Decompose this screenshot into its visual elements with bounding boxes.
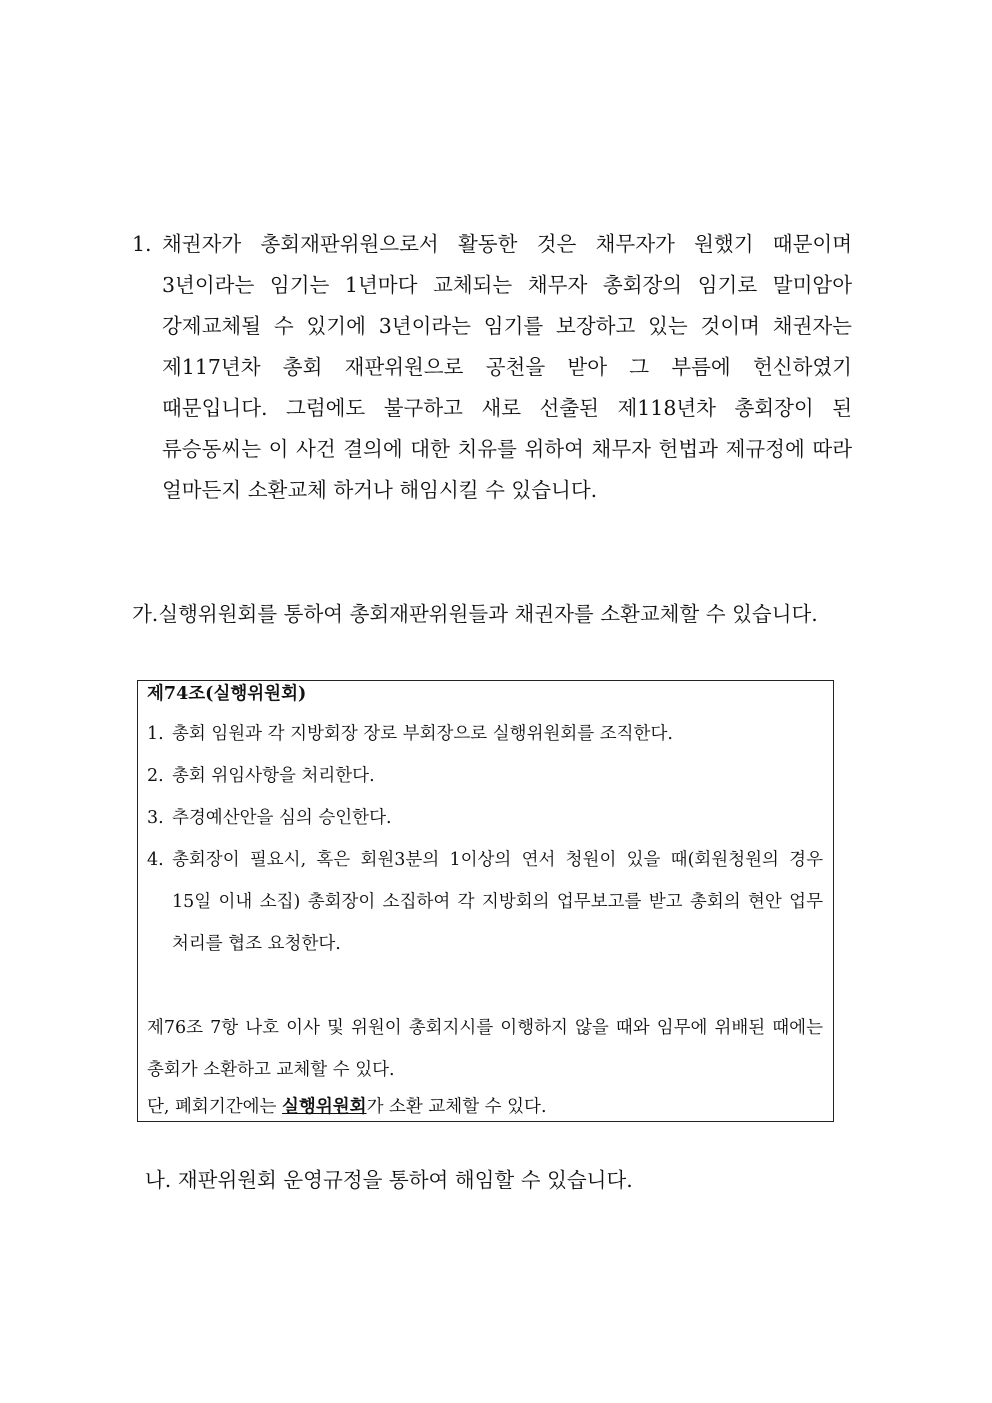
- article-76-rule: 제76조 7항 나호 이사 및 위원이 총회지시를 이행하지 않을 때와 임무에 위배된 때에는 총회가 소환하고 교체할 수 있다.: [147, 1018, 823, 1080]
- article-74-item-4-number: 4.: [147, 850, 164, 870]
- proviso-before: 단, 폐회기간에는: [147, 1097, 283, 1117]
- article-74-item-4-text: 총회장이 필요시, 혹은 회원3분의 1이상의 연서 청원이 있을 때(회원청원의 경우 15일 이내 소집) 총회장이 소집하여 각 지방회의 업무보고를 받고 총회의 현안 업무 처리를 협조 요청한다.: [172, 850, 823, 954]
- proviso-line: [147, 1093, 547, 1121]
- item-1-text: 채권자가 총회재판위원으로서 활동한 것은 채무자가 원했기 때문이며 3년이라는 임기는 1년마다 교체되는 채무자 총회장의 임기로 말미암아 강제교체될 수 있기에 3년이라는 임기를 보장하고 있는 것이며 채권자는 제117년차 총회 재판위원으로 공천을 받아 그 부름에 헌신하였기 때문입니다. 그럼에도 불구하고 새로 선출된 제118년차 총회장이 된 류승동씨는 이 사건 결의에 대한 치유를 위하여 채무자 헌법과 제규정에 따라 얼마든지 소환교체 하거나 해임시킬 수 있습니다.: [162, 232, 852, 502]
- article-74-item-1: [147, 713, 823, 755]
- proviso-after: 가 소환 교체할 수 있다.: [366, 1097, 547, 1117]
- article-74-item-2-number: 2.: [147, 766, 164, 786]
- paragraph-item-ga: 가.실행위원회를 통하여 총회재판위원들과 채권자를 소환교체할 수 있습니다.: [132, 602, 818, 626]
- article-74-item-1-number: 1.: [147, 724, 164, 744]
- article-74-item-2: [147, 755, 823, 797]
- paragraph-item-1: [132, 224, 852, 511]
- article-74-item-4: [147, 839, 823, 965]
- article-74-item-3-text: 추경예산안을 심의 승인한다.: [172, 808, 392, 828]
- article-74-title: 제74조(실행위원회): [147, 684, 307, 704]
- article-74-item-2-text: 총회 위임사항을 처리한다.: [172, 766, 375, 786]
- article-74-item-3-number: 3.: [147, 808, 164, 828]
- article-74-item-1-text: 총회 임원과 각 지방회장 장로 부회장으로 실행위원회를 조직한다.: [172, 724, 673, 744]
- article-74-item-3: [147, 797, 823, 839]
- proviso-emphasis: 실행위원회: [282, 1097, 367, 1117]
- paragraph-item-na: 나. 재판위원회 운영규정을 통하여 해임할 수 있습니다.: [145, 1168, 633, 1192]
- article-74-box: [137, 680, 834, 1122]
- item-1-number: 1.: [132, 232, 152, 256]
